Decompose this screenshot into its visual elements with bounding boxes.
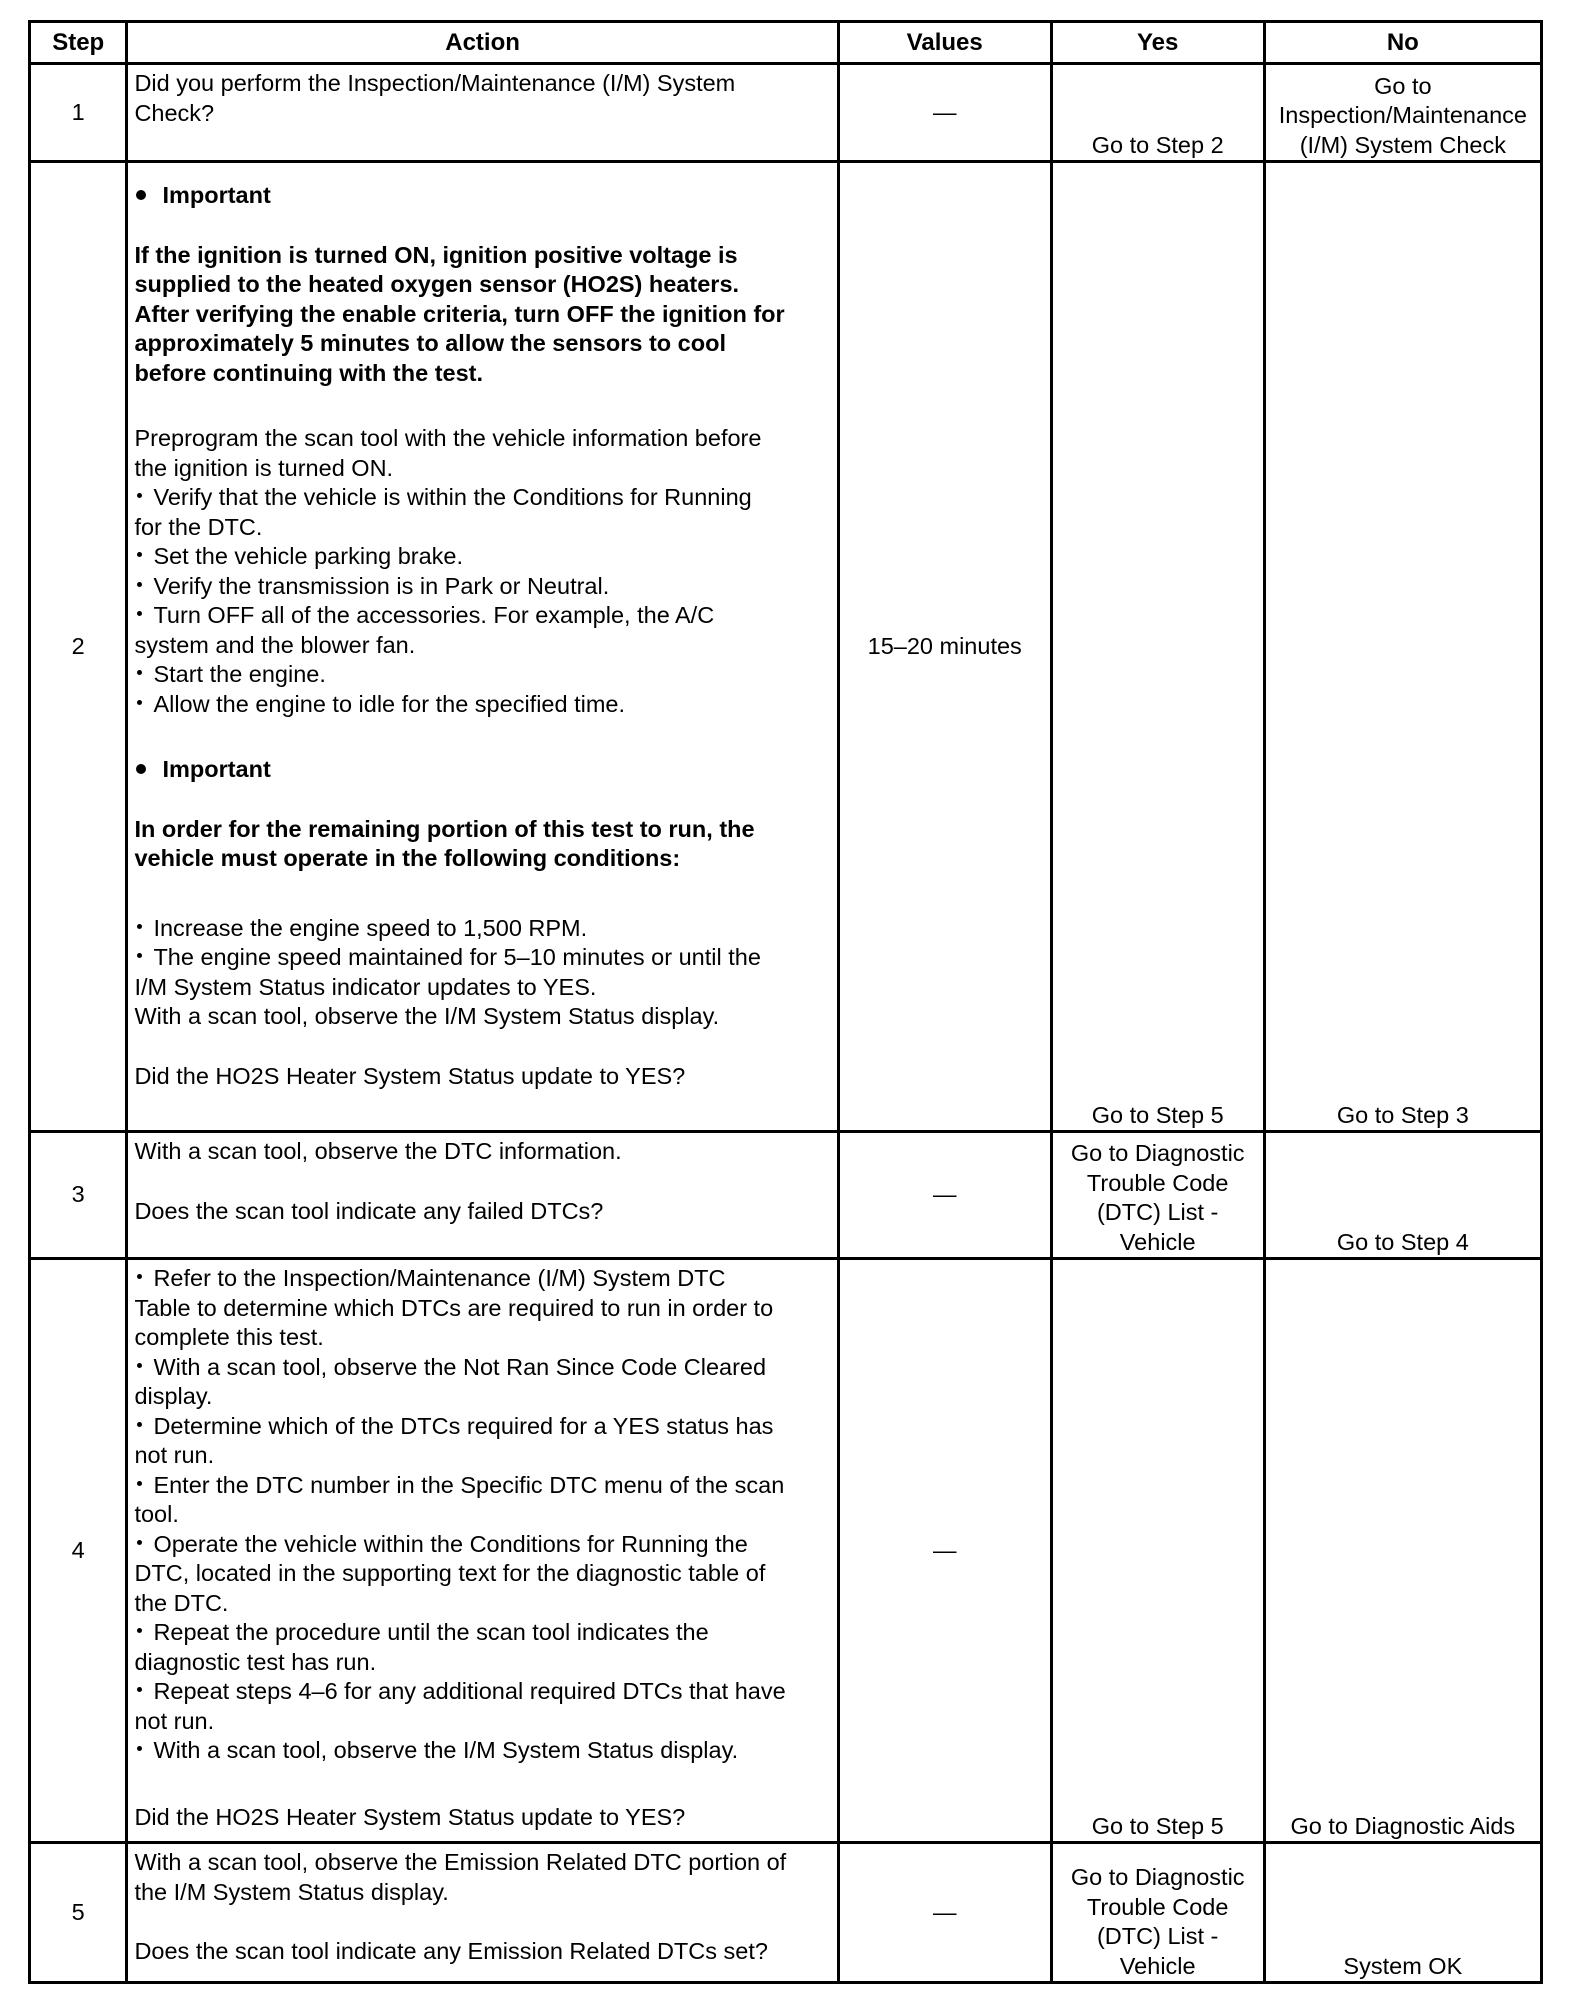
action-line: With a scan tool, observe the Emission Related DTC portion of xyxy=(134,1849,787,1875)
list-item-text: complete this test. xyxy=(134,1324,324,1350)
step-number: 5 xyxy=(30,1843,127,1983)
list-item-text: Repeat the procedure until the scan tool indicates the xyxy=(153,1619,709,1645)
bullet-icon xyxy=(137,1422,142,1427)
yes-line: (DTC) List - xyxy=(1096,1199,1219,1225)
bullet-icon xyxy=(137,1274,142,1279)
bullet-icon xyxy=(137,582,142,587)
bullet-icon xyxy=(137,924,142,929)
bullet-icon xyxy=(137,700,142,705)
bullet-icon xyxy=(137,1628,142,1633)
header-values: Values xyxy=(838,22,1051,64)
table-row-step-1 xyxy=(30,64,1542,162)
action-line: With a scan tool, observe the DTC information. xyxy=(134,1138,622,1164)
bullet-icon xyxy=(137,1481,142,1486)
values-cell: — xyxy=(838,1132,1051,1259)
list-item xyxy=(134,542,832,572)
list-item xyxy=(134,1471,832,1501)
list-item xyxy=(134,1677,832,1707)
bullet-icon xyxy=(136,190,146,200)
list-item xyxy=(134,914,832,944)
important-text xyxy=(134,241,832,389)
list-item-text: With a scan tool, observe the Not Ran Since Code Cleared xyxy=(153,1353,767,1380)
step-number: 3 xyxy=(30,1132,127,1259)
question-line: Did the HO2S Heater System Status update to YES? xyxy=(134,1803,686,1830)
list-item-text: Enter the DTC number in the Specific DTC menu of the scan xyxy=(153,1471,785,1498)
action-cell xyxy=(127,1843,838,1983)
list-item xyxy=(134,572,832,602)
list-item-text: The engine speed maintained for 5–10 minutes or until the xyxy=(153,944,761,970)
yes-line: Vehicle xyxy=(1119,1228,1196,1255)
no-cell: Go to Step 4 xyxy=(1264,1132,1541,1259)
values-cell: — xyxy=(838,64,1051,162)
yes-line: Go to Diagnostic xyxy=(1070,1140,1245,1166)
list-item-text: Increase the engine speed to 1,500 RPM. xyxy=(153,914,588,941)
bullet-icon xyxy=(136,764,146,774)
list-item-text: I/M System Status indicator updates to YES. xyxy=(134,973,597,1000)
list-item xyxy=(134,1530,832,1560)
question-line: Does the scan tool indicate any failed DTCs? xyxy=(134,1197,604,1224)
yes-cell: Go to Step 2 xyxy=(1051,64,1264,162)
list-item-text: Determine which of the DTCs required for a YES status has xyxy=(153,1412,774,1439)
important-text xyxy=(134,815,832,874)
bullet-icon xyxy=(137,1363,142,1368)
no-cell: System OK xyxy=(1264,1843,1541,1983)
action-cell xyxy=(127,1259,838,1843)
step-number: 4 xyxy=(30,1259,127,1843)
no-line: (I/M) System Check xyxy=(1299,131,1506,158)
list-item-text: Repeat steps 4–6 for any additional required DTCs that have xyxy=(153,1678,786,1704)
bullet-icon xyxy=(137,670,142,675)
bullet-icon xyxy=(137,953,142,958)
list-item xyxy=(134,1353,832,1383)
no-cell: Go to Diagnostic Aids xyxy=(1264,1259,1541,1843)
important-line: In order for the remaining portion of this test to run, the xyxy=(134,815,755,842)
important-line: approximately 5 minutes to allow the sensors to cool xyxy=(134,330,726,356)
important-line: vehicle must operate in the following conditions: xyxy=(134,845,681,871)
list-item-text: Allow the engine to idle for the specified time. xyxy=(153,690,626,717)
list-item-text: for the DTC. xyxy=(134,513,263,540)
question-line: Does the scan tool indicate any Emission Related DTCs set? xyxy=(134,1938,768,1964)
header-no: No xyxy=(1264,22,1541,64)
list-item xyxy=(134,1736,832,1766)
intro-line: the ignition is turned ON. xyxy=(134,454,394,481)
list-item-text: Verify the transmission is in Park or Neutral. xyxy=(153,572,610,599)
no-line: Inspection/Maintenance xyxy=(1278,102,1527,128)
list-item xyxy=(134,1618,832,1648)
yes-line: Trouble Code xyxy=(1086,1169,1229,1196)
list-item xyxy=(134,601,832,631)
list-item-text: display. xyxy=(134,1383,213,1409)
values-cell: — xyxy=(838,1843,1051,1983)
intro-line: Preprogram the scan tool with the vehicle information before xyxy=(134,425,762,451)
list-item-text: Refer to the Inspection/Maintenance (I/M) System DTC xyxy=(153,1265,726,1291)
list-item-text: Table to determine which DTCs are required to run in order to xyxy=(134,1294,774,1321)
diagnostic-table xyxy=(28,20,1543,1984)
table-row-step-3 xyxy=(30,1132,1542,1259)
values-cell: — xyxy=(838,1259,1051,1843)
header-yes: Yes xyxy=(1051,22,1264,64)
bullet-icon xyxy=(137,552,142,557)
action-line: Did you perform the Inspection/Maintenance (I/M) System xyxy=(134,70,736,96)
list-item xyxy=(134,660,832,690)
list-item xyxy=(134,690,832,720)
bullet-icon xyxy=(137,1687,142,1692)
bullet-icon xyxy=(137,493,142,498)
action-cell xyxy=(127,64,838,162)
list-item xyxy=(134,1264,832,1294)
list-item-text: Operate the vehicle within the Conditions for Running the xyxy=(153,1530,748,1557)
header-step: Step xyxy=(30,22,127,64)
important-line: supplied to the heated oxygen sensor (HO2S) heaters. xyxy=(134,271,740,297)
question-line: Did the HO2S Heater System Status update to YES? xyxy=(134,1062,686,1089)
important-line: before continuing with the test. xyxy=(134,359,484,386)
important-line: After verifying the enable criteria, turn OFF the ignition for xyxy=(134,300,785,327)
list-item-text: Start the engine. xyxy=(153,661,326,687)
header-action: Action xyxy=(127,22,838,64)
list-item-text: system and the blower fan. xyxy=(134,631,416,658)
list-item-text: Turn OFF all of the accessories. For example, the A/C xyxy=(153,602,715,628)
yes-line: Vehicle xyxy=(1119,1952,1196,1979)
list-item xyxy=(134,943,832,973)
yes-line: (DTC) List - xyxy=(1096,1923,1219,1949)
step-number: 2 xyxy=(30,162,127,1132)
action-line: Check? xyxy=(134,99,215,126)
list-item-text: With a scan tool, observe the I/M System Status display. xyxy=(153,1737,739,1763)
list-item-text: Verify that the vehicle is within the Conditions for Running xyxy=(153,484,752,510)
action-cell xyxy=(127,162,838,1132)
list-item xyxy=(134,1412,832,1442)
important-label: Important xyxy=(162,182,271,208)
important-label: Important xyxy=(162,756,271,782)
list-item-text: the DTC. xyxy=(134,1589,229,1616)
list-item-text: Set the vehicle parking brake. xyxy=(153,543,464,569)
header-row xyxy=(30,22,1542,64)
list-item-text: DTC, located in the supporting text for the diagnostic table of xyxy=(134,1560,766,1586)
bullet-icon xyxy=(137,611,142,616)
important-note xyxy=(134,181,832,211)
yes-cell xyxy=(1051,1843,1264,1983)
yes-cell: Go to Step 5 xyxy=(1051,1259,1264,1843)
list-item-text: not run. xyxy=(134,1707,215,1734)
bullet-icon xyxy=(137,1540,142,1545)
observe-line: With a scan tool, observe the I/M System Status display. xyxy=(134,1003,720,1029)
bullet-icon xyxy=(137,1746,142,1751)
yes-cell xyxy=(1051,1132,1264,1259)
list-item-text: not run. xyxy=(134,1442,215,1468)
important-note xyxy=(134,755,832,785)
table-row-step-5 xyxy=(30,1843,1542,1983)
important-line: If the ignition is turned ON, ignition positive voltage is xyxy=(134,241,738,268)
list-item xyxy=(134,483,832,513)
yes-cell: Go to Step 5 xyxy=(1051,162,1264,1132)
yes-line: Trouble Code xyxy=(1086,1893,1229,1920)
values-cell: 15–20 minutes xyxy=(838,162,1051,1132)
list-item-text: diagnostic test has run. xyxy=(134,1648,377,1675)
step-number: 1 xyxy=(30,64,127,162)
no-cell xyxy=(1264,64,1541,162)
yes-line: Go to Diagnostic xyxy=(1070,1864,1245,1890)
no-cell: Go to Step 3 xyxy=(1264,162,1541,1132)
action-line: the I/M System Status display. xyxy=(134,1878,449,1905)
no-line: Go to xyxy=(1374,72,1432,99)
table-row-step-2 xyxy=(30,162,1542,1132)
table-row-step-4 xyxy=(30,1259,1542,1843)
list-item-text: tool. xyxy=(134,1501,179,1527)
action-cell xyxy=(127,1132,838,1259)
